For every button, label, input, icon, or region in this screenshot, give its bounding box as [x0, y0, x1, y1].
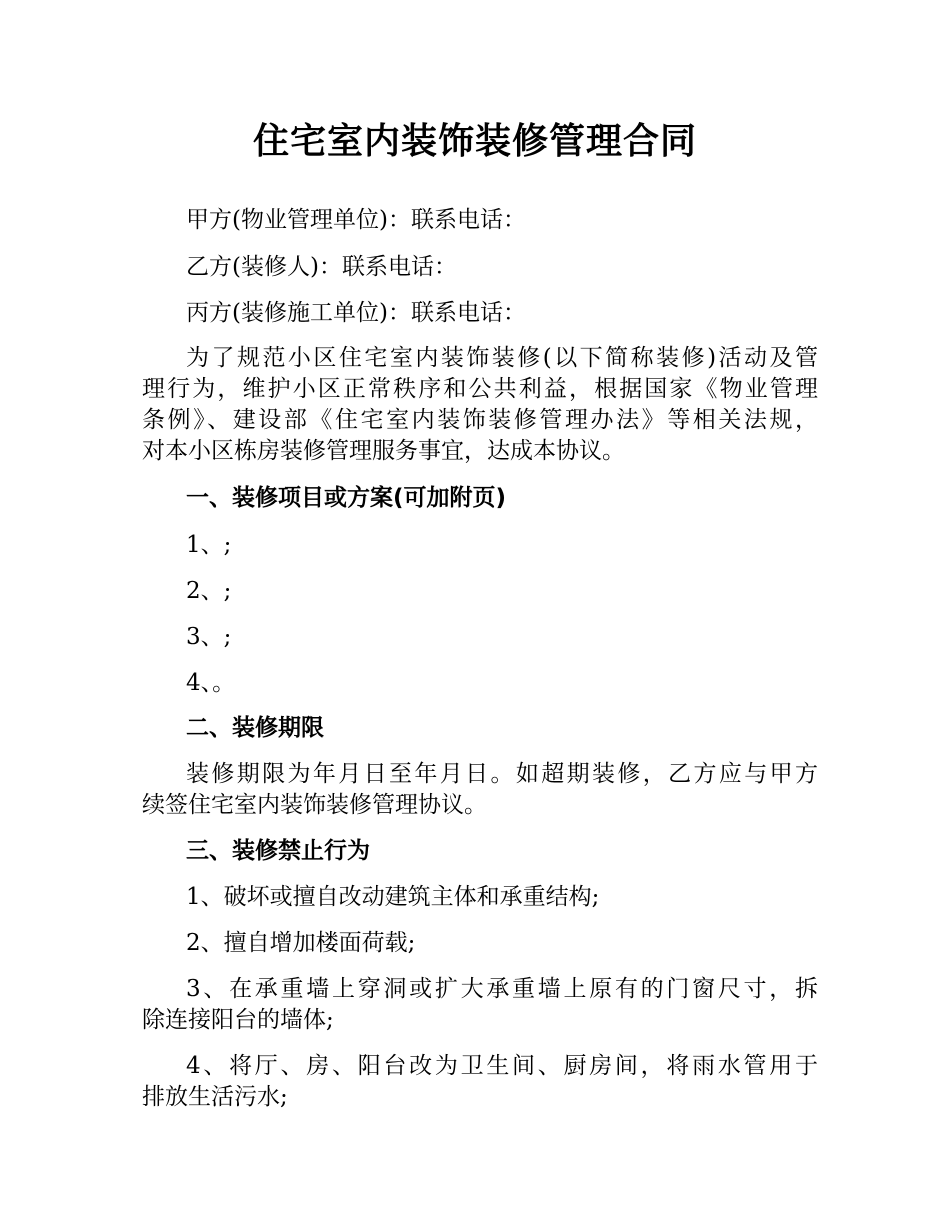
- section-1-item-2: 2、;: [186, 578, 232, 604]
- section-3-item-2: 2、擅自增加楼面荷载;: [186, 930, 416, 956]
- party-b-line: 乙方(装修人)：联系电话：: [186, 254, 457, 280]
- party-c-line: 丙方(装修施工单位)：联系电话：: [186, 300, 526, 326]
- document-title: 住宅室内装饰装修管理合同: [252, 121, 697, 162]
- section-3-item-3-line-1: 3、在承重墙上穿洞或扩大承重墙上原有的门窗尺寸，拆: [186, 976, 818, 1002]
- intro-paragraph-line-4: 对本小区栋房装修管理服务事宜，达成本协议。: [142, 438, 625, 464]
- intro-paragraph-line-1: 为了规范小区住宅室内装饰装修(以下简称装修)活动及管: [186, 345, 818, 371]
- section-1-heading: 一、装修项目或方案(可加附页): [186, 485, 507, 511]
- section-1-item-3: 3、;: [186, 624, 232, 650]
- section-2-heading: 二、装修期限: [186, 715, 324, 741]
- section-1-item-4: 4、。: [186, 670, 236, 696]
- section-3-item-3-line-2: 除连接阳台的墙体;: [142, 1007, 334, 1033]
- section-3-heading: 三、装修禁止行为: [186, 838, 370, 864]
- section-3-item-4-line-1: 4、将厅、房、阳台改为卫生间、厨房间，将雨水管用于: [186, 1053, 818, 1079]
- section-3-item-4-line-2: 排放生活污水;: [142, 1084, 288, 1110]
- intro-paragraph-line-2: 理行为，维护小区正常秩序和公共利益，根据国家《物业管理: [142, 376, 818, 402]
- party-a-line: 甲方(物业管理单位)：联系电话：: [186, 207, 526, 233]
- section-1-item-1: 1、;: [186, 532, 232, 558]
- section-3-item-1: 1、破坏或擅自改动建筑主体和承重结构;: [186, 884, 600, 910]
- section-2-line-1: 装修期限为年月日至年月日。如超期装修，乙方应与甲方: [186, 761, 818, 787]
- intro-paragraph-line-3: 条例》、建设部《住宅室内装饰装修管理办法》等相关法规，: [142, 407, 818, 433]
- section-2-line-2: 续签住宅室内装饰装修管理协议。: [142, 792, 487, 818]
